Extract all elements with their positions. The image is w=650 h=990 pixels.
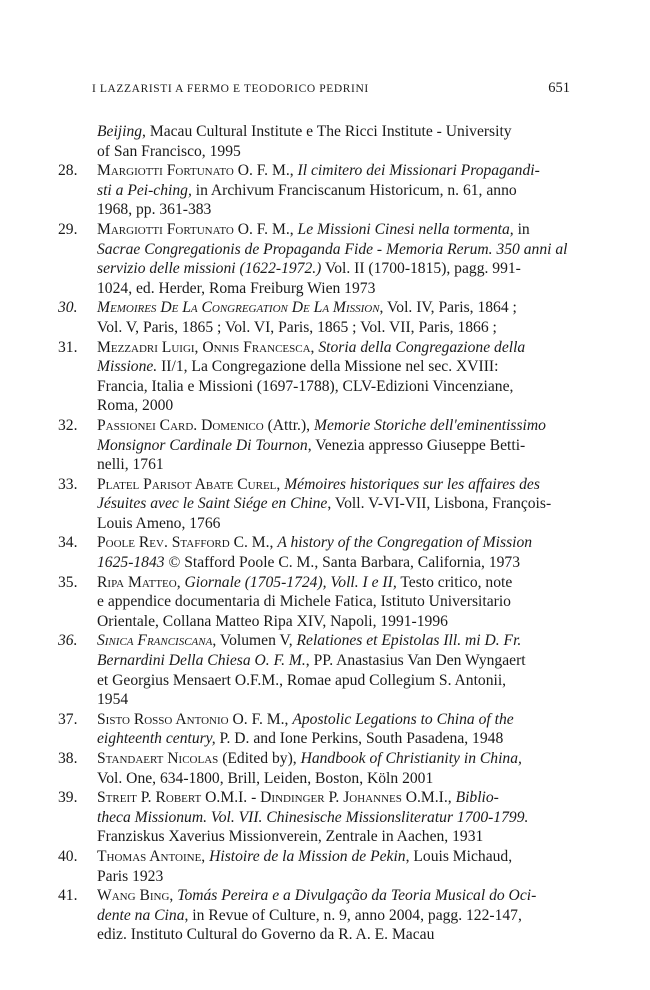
entry-line [97, 279, 572, 299]
citation-text: e appendice documentaria di Michele Fatica, Istituto Universitario [97, 593, 511, 611]
author-name: Wang Bing [97, 887, 170, 905]
entry-line [97, 769, 572, 789]
entry-line [97, 357, 572, 377]
title-text: Storia della Congregazione della [318, 338, 526, 356]
bibliography-entry [0, 475, 572, 534]
bibliography-entry [0, 847, 572, 886]
entry-line [97, 220, 572, 240]
author-name: Standaert Nicolas [97, 750, 219, 767]
bibliography-entry [0, 416, 572, 475]
entry-line [97, 651, 572, 671]
author-name: Ripa Matteo [97, 573, 177, 591]
author-name: Sisto Rosso Antonio [97, 710, 229, 728]
citation-text: Francia, Italia e Missioni (1697-1788), CLV-Edizioni Vincenziane, [97, 377, 514, 395]
title-text: Tomás Pereira e a Divulgação da Teoria Musical do Oci- [177, 887, 537, 905]
citation-text: , [447, 789, 456, 807]
citation-text: in Archivum Franciscanum Historicum, n. 61, anno [191, 181, 517, 199]
entry-number: 38. [58, 750, 78, 767]
citation-text: Vol. One, 634-1800, Brill, Leiden, Boston, Köln 2001 [97, 769, 434, 787]
citation-text: II/1, La Congregazione della Missione nel sec. XVIII: [157, 358, 499, 376]
citation-text: , Louis Michaud, [405, 847, 513, 865]
entry-line [97, 338, 572, 358]
entry-line [97, 181, 572, 201]
citation-text: (Attr.), [263, 416, 314, 434]
citation-text: (Edited by), [218, 750, 301, 767]
entry-line [97, 533, 572, 553]
entry-number: 29. [58, 220, 78, 238]
title-text: Il cimitero dei Missionari Propagandi- [297, 162, 540, 180]
bibliography-entry [0, 220, 572, 298]
entry-line [97, 318, 572, 338]
entry-line [97, 573, 572, 593]
entry-number: 28. [58, 162, 78, 180]
citation-text: Paris 1923 [97, 867, 164, 885]
page-number: 651 [548, 80, 570, 96]
citation-text: , in Revue of Culture, n. 9, anno 2004, pagg. 122-147, [184, 906, 522, 924]
bibliography-entry [0, 533, 572, 572]
entry-line [97, 729, 572, 749]
citation-text: Testo critico, note [396, 573, 513, 591]
citation-text: in [513, 220, 530, 238]
title-text: Bernardini Della Chiesa O. F. M. [97, 652, 306, 670]
entry-line [97, 592, 572, 612]
citation-text: Vol. V, Paris, 1865 ; Vol. VI, Paris, 1865 ; Vol. VII, Paris, 1866 ; [97, 318, 497, 336]
citation-text: Orientale, Collana Matteo Ripa XIV, Napoli, 1991-1996 [97, 612, 448, 630]
entry-line [97, 200, 572, 220]
bibliography-entry [0, 573, 572, 632]
entry-line [97, 671, 572, 691]
citation-text: , Vol. IV, Paris, 1864 ; [379, 299, 517, 317]
author-name: Margiotti Fortunato [97, 162, 234, 180]
title-text: Monsignor Cardinale Di Tournon [97, 436, 308, 454]
title-text: theca Missionum. Vol. VII. Chinesische Missionsliteratur 1700-1799. [97, 808, 529, 826]
citation-text: 1954 [97, 691, 129, 709]
entry-line [97, 396, 572, 416]
author-name: Sinica Franciscana [97, 632, 213, 650]
citation-text: , [176, 573, 185, 591]
author-name: Mezzadri Luigi, Onnis Francesca [97, 338, 311, 356]
citation-text: 1024, ed. Herder, Roma Freiburg Wien 1973 [97, 279, 376, 297]
citation-text: O. F. M., [233, 162, 298, 180]
title-text: A history of the Congregation of Mission [277, 534, 533, 552]
entry-line [97, 436, 572, 456]
citation-text: ediz. Instituto Cultural do Governo da R. A. E. Macau [97, 926, 435, 944]
entry-line [97, 867, 572, 887]
title-text: Le Missioni Cinesi nella tormenta, [297, 220, 514, 238]
citation-text: Louis Ameno, 1766 [97, 514, 221, 532]
entry-line [97, 553, 572, 573]
entry-line [97, 122, 572, 142]
entry-line [97, 161, 572, 181]
citation-text: C. M., [229, 534, 278, 552]
entry-line [97, 631, 572, 651]
entry-line [97, 259, 572, 279]
title-text: Relationes et Epistolas Ill. mi D. Fr. [296, 632, 522, 650]
title-text: Apostolic Legations to China of the [292, 710, 514, 728]
author-name: Platel Parisot Abate Curel [97, 475, 277, 493]
citation-text: , Volumen V, [212, 632, 297, 650]
citation-text: O. F. M., [228, 710, 293, 728]
citation-text: et Georgius Mensaert O.F.M., Romae apud Collegium S. Antonii, [97, 671, 507, 689]
bibliography-entry [0, 298, 572, 337]
bibliography-entry [0, 122, 572, 161]
author-name: Thomas Antoine [97, 847, 202, 865]
author-name: Memoires De La Congregation De La Mission [97, 299, 380, 317]
title-text: Histoire de la Mission de Pekin [209, 847, 406, 865]
entry-line [97, 749, 572, 769]
author-name: Streit P. Robert O.M.I. - Dindinger P. Johannes O.M.I. [97, 789, 448, 807]
entry-number: 36. [58, 632, 78, 650]
bibliography-entry [0, 338, 572, 416]
entry-number: 34. [58, 534, 78, 552]
bibliography-list [0, 122, 650, 945]
entry-line [97, 690, 572, 710]
bibliography-entry [0, 788, 572, 847]
title-text: sti a Pei-ching, [97, 181, 192, 199]
bibliography-entry [0, 631, 572, 709]
entry-line [97, 377, 572, 397]
entry-number: 32. [58, 416, 78, 434]
title-text: Missione. [97, 358, 158, 376]
running-title: I LAZZARISTI A FERMO E TEODORICO PEDRINI [92, 83, 369, 95]
author-name: Poole Rev. Stafford [97, 534, 230, 552]
entry-line [97, 925, 572, 945]
entry-line [97, 906, 572, 926]
title-text: servizio delle missioni (1622-1972.) [97, 260, 322, 278]
entry-line [97, 710, 572, 730]
citation-text: , Venezia appresso Giuseppe Betti- [307, 436, 526, 454]
title-text: Biblio- [455, 789, 499, 807]
entry-line [97, 298, 572, 318]
citation-text: , Macau Cultural Institute e The Ricci Institute - University [142, 123, 512, 140]
citation-text: , [276, 475, 285, 493]
entry-number: 35. [58, 573, 78, 591]
citation-text: O. F. M., [233, 220, 298, 238]
entry-line [97, 827, 572, 847]
entry-number: 31. [58, 338, 78, 356]
title-text: Memorie Storiche dell'eminentissimo [313, 416, 546, 434]
entry-line [97, 455, 572, 475]
title-text: Mémoires historiques sur les affaires des [284, 475, 540, 493]
citation-text: © Stafford Poole C. M., Santa Barbara, California, 1973 [164, 554, 521, 572]
bibliography-entry [0, 710, 572, 749]
entry-line [97, 475, 572, 495]
running-head [92, 80, 570, 97]
entry-line [97, 886, 572, 906]
entry-number: 41. [58, 887, 78, 905]
entry-line [97, 494, 572, 514]
entry-line [97, 142, 572, 162]
citation-text: , PP. Anastasius Van Den Wyngaert [305, 652, 526, 670]
entry-line [97, 847, 572, 867]
author-name: Passionei Card. Domenico [97, 416, 264, 434]
citation-text: , [310, 338, 319, 356]
entry-number: 33. [58, 475, 78, 493]
title-text: 1625-1843 [97, 554, 165, 572]
author-name: Margiotti Fortunato [97, 220, 234, 238]
citation-text: Roma, 2000 [97, 397, 174, 415]
entry-number: 40. [58, 847, 78, 865]
title-text: eighteenth century, [97, 730, 216, 748]
title-text: Giornale (1705-1724), Voll. I e II, [184, 573, 397, 591]
citation-text: Vol. II (1700-1815), pagg. 991- [321, 260, 521, 278]
bibliography-entry [0, 749, 572, 788]
citation-text: , [201, 847, 210, 865]
citation-text: , [169, 887, 178, 905]
citation-text: Franziskus Xaverius Missionverein, Zentrale in Aachen, 1931 [97, 828, 484, 846]
entry-line [97, 788, 572, 808]
citation-text: , Voll. V-VI-VII, Lisbona, François- [327, 495, 552, 513]
title-text: Jésuites avec le Saint Siége en Chine [97, 495, 328, 513]
bibliography-entry [0, 161, 572, 220]
entry-line [97, 808, 572, 828]
entry-line [97, 240, 572, 260]
entry-number: 37. [58, 710, 78, 728]
entry-number: 30. [58, 299, 78, 317]
citation-text: P. D. and Ione Perkins, South Pasadena, 1948 [215, 730, 504, 748]
entry-line [97, 416, 572, 436]
citation-text: 1968, pp. 361-383 [97, 201, 212, 219]
title-text: Sacrae Congregationis de Propaganda Fide - Memoria Rerum. 350 anni al [97, 240, 568, 258]
bibliography-entry [0, 886, 572, 945]
entry-number: 39. [58, 789, 78, 807]
title-text: Handbook of Christianity in China, [300, 750, 522, 767]
title-text: dente na Cina [97, 906, 185, 924]
entry-line [97, 612, 572, 632]
entry-line [97, 514, 572, 534]
citation-text: nelli, 1761 [97, 456, 164, 474]
title-text: Beijing [97, 123, 143, 140]
citation-text: of San Francisco, 1995 [97, 142, 241, 160]
